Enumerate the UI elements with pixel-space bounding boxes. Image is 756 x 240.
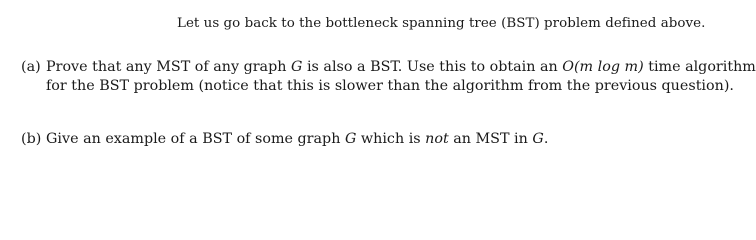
part-a-label: (a): [21, 59, 41, 75]
part-b-emphasis-not: not: [425, 131, 449, 147]
part-b-text-1: Give an example of a BST of some graph: [46, 131, 345, 147]
part-a-text-2: is also a BST. Use this to obtain an: [302, 59, 563, 75]
part-a-text-1: Prove that any MST of any graph: [46, 59, 291, 75]
intro-text: Let us go back to the bottleneck spanning tree (BST) problem defined above.: [177, 16, 706, 31]
part-a-line-2: for the BST problem (notice that this is slower than the algorithm from the previous question).: [46, 78, 734, 94]
question-part-b: [21, 130, 711, 149]
question-part-a: [21, 58, 756, 96]
part-b-text-3: an MST in: [448, 131, 533, 147]
part-b-text-2: which is: [356, 131, 426, 147]
part-b-label: (b): [21, 131, 42, 147]
part-a-complexity: O(m log m): [562, 59, 644, 75]
part-b-var-g-2: G: [532, 131, 544, 147]
part-b-var-g-1: G: [344, 131, 357, 147]
part-a-text-3: time algorithm: [643, 59, 756, 75]
part-b-period: .: [543, 131, 549, 147]
part-a-line-1: [21, 59, 756, 75]
part-b-line-1: [21, 131, 548, 147]
part-a-var-g: G: [291, 59, 303, 75]
